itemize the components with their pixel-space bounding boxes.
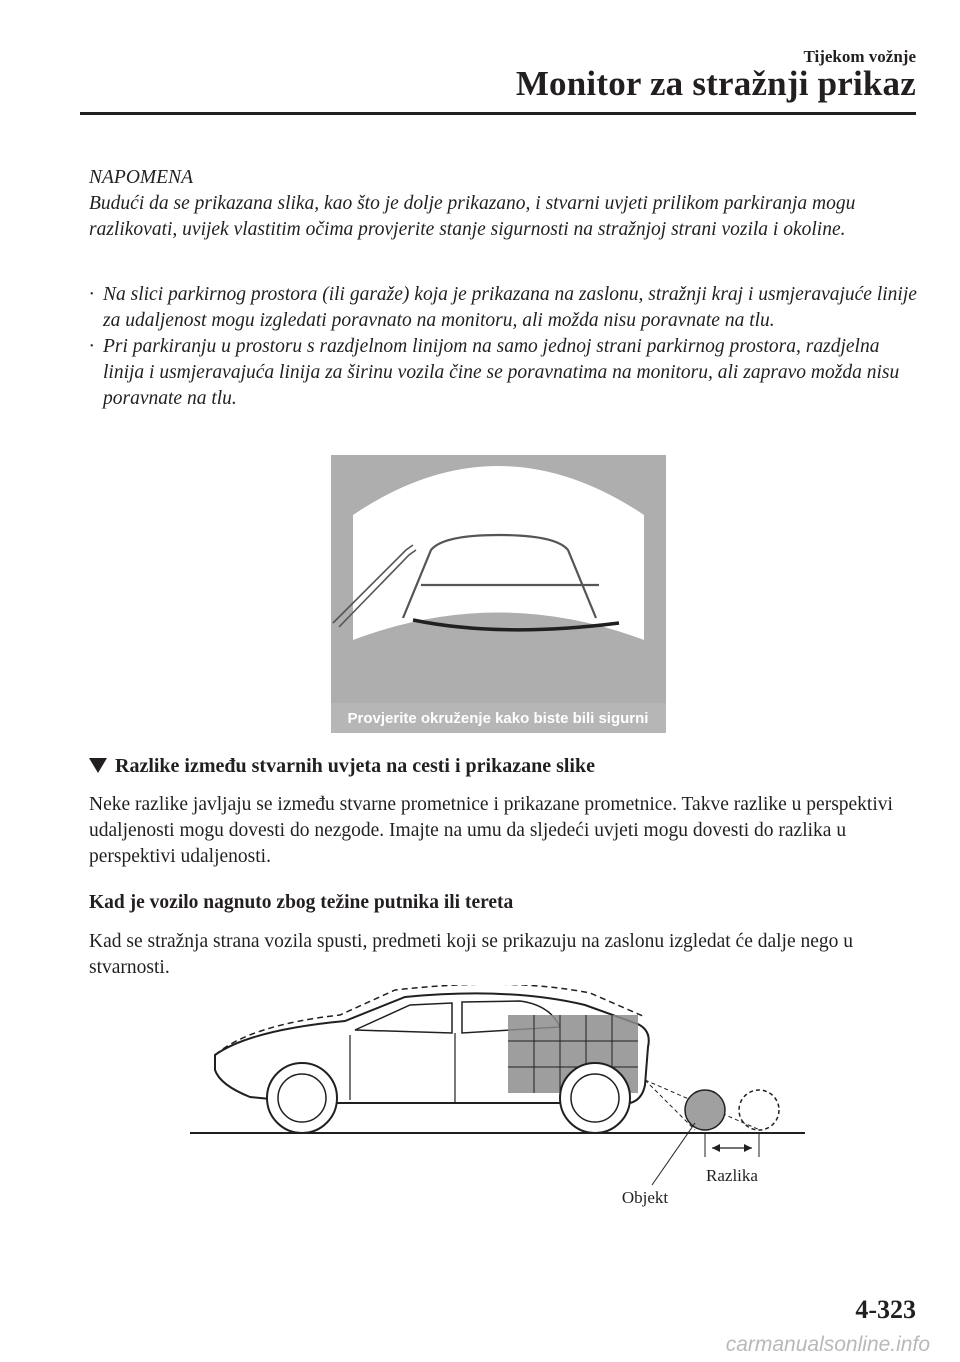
note-block (89, 165, 919, 243)
body-paragraph: Kad se stražnja strana vozila spusti, predmeti koji se prikazuju na zaslonu izgledat će dalje nego u stvarnosti. (89, 931, 854, 978)
rear-view-monitor-figure (331, 455, 666, 733)
title-rule (80, 112, 916, 115)
rear-wheel-rim (571, 1074, 619, 1122)
section-label: Tijekom vožnje (803, 47, 916, 66)
section-heading-text: Razlike između stvarnih uvjeta na cesti i prikazane slike (115, 755, 595, 777)
note-text: Budući da se prikazana slika, kao što je dolje prikazano, i stvarni uvjeti prilikom parkiranja mogu razlikovati, uvijek vlastitim očima provjerite stanje sigurnosti na stražnjoj strani vozila i okoline. (89, 193, 856, 240)
footer-watermark: carmanualsonline.info (725, 1333, 930, 1356)
note-heading: NAPOMENA (89, 167, 193, 188)
monitor-caption: Provjerite okruženje kako biste bili sigurni (347, 710, 649, 727)
bullet-dot: · (89, 336, 94, 357)
object-circle (685, 1090, 725, 1130)
bullet-text: Pri parkiranju u prostoru s razdjelnom linijom na samo jednoj strani parkirnog prostora, razdjelna linija i usmjeravajuća linija za širinu vozila čine se poravnatima na monitoru, ali zapravo možda nisu poravnate na tlu. (103, 336, 900, 409)
page-title: Monitor za stražnji prikaz (515, 64, 916, 103)
bullet-text: Na slici parkirnog prostora (ili garaže) koja je prikazana na zaslonu, stražnji kraj i usmjeravajuće linije za udaljenost mogu izgledati poravnato na monitoru, ali možda nisu poravnate na tlu. (103, 284, 917, 331)
apparent-object-circle (739, 1090, 779, 1130)
list-item (89, 334, 919, 412)
front-wheel-rim (278, 1074, 326, 1122)
intro-paragraph: Neke razlike javljaju se između stvarne prometnice i prikazane prometnice. Takve razlike u perspektivi udaljenosti mogu dovesti do nezgode. Imajte na umu da sljedeći uvjeti mogu dovesti do razlika u perspektivi udaljenosti. (89, 794, 893, 867)
bullet-dot: · (89, 284, 94, 305)
label-difference: Razlika (706, 1166, 758, 1185)
car-tilt-figure (190, 985, 815, 1215)
page-number: 4-323 (855, 1295, 916, 1324)
triangle-down-icon (89, 758, 107, 773)
label-object: Objekt (621, 1188, 669, 1207)
list-item (89, 282, 919, 334)
section-heading (89, 755, 595, 778)
note-bullets (89, 282, 919, 412)
subheading: Kad je vozilo nagnuto zbog težine putnika ili tereta (89, 892, 514, 913)
